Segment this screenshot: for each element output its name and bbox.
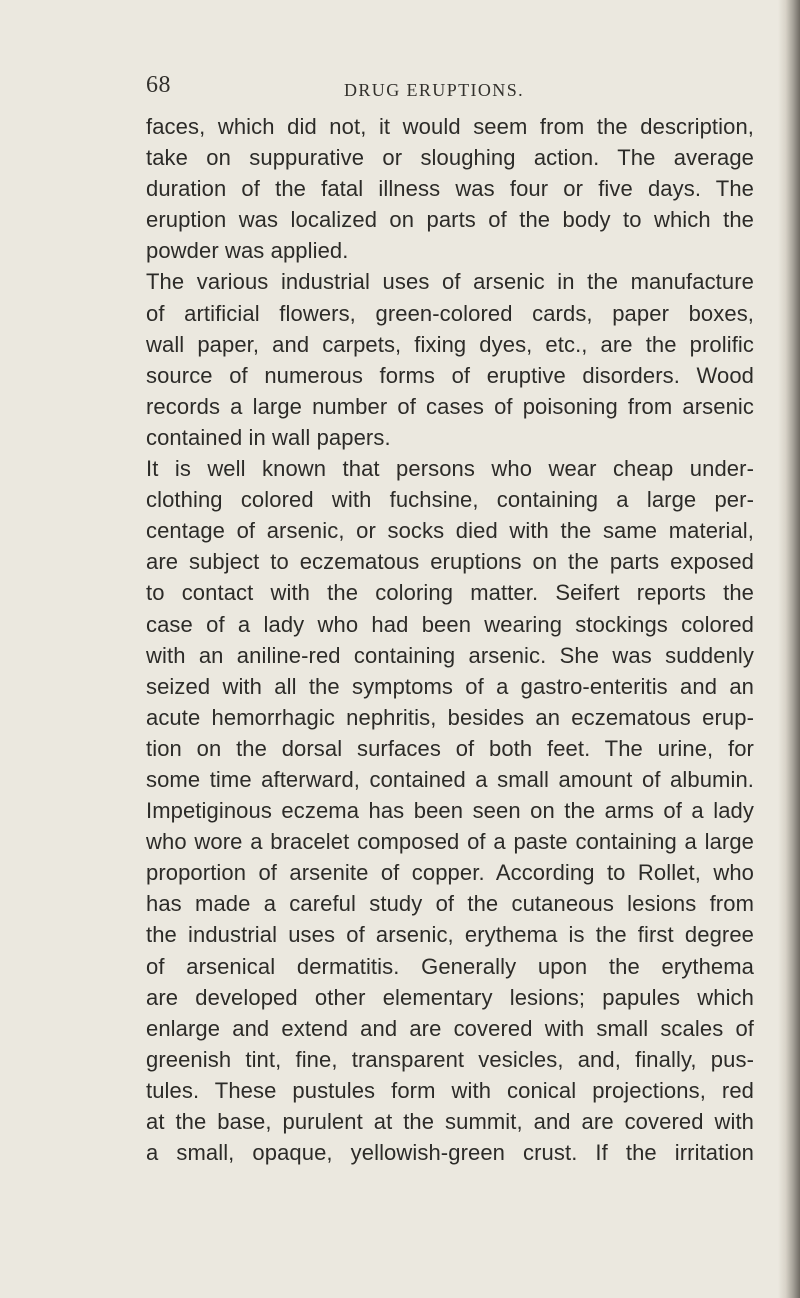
text-line: clothing colored with fuchsine, containing a large per-	[146, 487, 754, 513]
text-line: take on suppurative or sloughing action. The average	[146, 145, 754, 171]
text-line: are subject to eczematous eruptions on the parts exposed	[146, 549, 754, 575]
text-line: Impetiginous eczema has been seen on the arms of a lady	[146, 798, 754, 824]
text-line: enlarge and extend and are covered with small scales of	[146, 1015, 754, 1041]
text-line: source of numerous forms of eruptive disorders. Wood	[146, 362, 754, 388]
text-line: centage of arsenic, or socks died with the same material,	[146, 518, 754, 544]
text-line: who wore a bracelet composed of a paste containing a large	[146, 829, 754, 855]
body-text	[146, 111, 754, 1168]
text-line: wall paper, and carpets, fixing dyes, etc., are the prolific	[146, 331, 754, 357]
text-line: of arsenical dermatitis. Generally upon the erythema	[146, 953, 754, 979]
text-line: case of a lady who had been wearing stockings colored	[146, 611, 754, 637]
text-line: proportion of arsenite of copper. According to Rollet, who	[146, 860, 754, 886]
text-line: acute hemorrhagic nephritis, besides an eczematous erup-	[146, 704, 754, 730]
text-line: faces, which did not, it would seem from the description,	[146, 114, 754, 139]
text-line: The various industrial uses of arsenic in the manufacture	[146, 269, 754, 295]
text-line: of artificial flowers, green-colored cards, paper boxes,	[146, 300, 754, 326]
page-number: 68	[146, 72, 171, 98]
text-line: to contact with the coloring matter. Seifert reports the	[146, 580, 754, 606]
text-line: eruption was localized on parts of the body to which the	[146, 207, 754, 233]
text-line: at the base, purulent at the summit, and are covered with	[146, 1109, 754, 1134]
text-line: duration of the fatal illness was four or five days. The	[146, 176, 754, 202]
text-line: tion on the dorsal surfaces of both feet. The urine, for	[146, 735, 754, 761]
text-line: are developed other elementary lesions; papules which	[146, 984, 754, 1010]
text-line: contained in wall papers.	[146, 424, 391, 450]
text-line: a small, opaque, yellowish-green crust. If the irritation	[146, 1140, 754, 1166]
text-line: records a large number of cases of poisoning from arsenic	[146, 393, 754, 419]
page-header	[146, 72, 766, 112]
text-line: tules. These pustules form with conical projections, red	[146, 1077, 754, 1103]
text-line: seized with all the symptoms of a gastro-enteritis and an	[146, 673, 754, 699]
text-line: It is well known that persons who wear cheap under-	[146, 456, 754, 482]
page-edge-shadow	[778, 0, 800, 1298]
text-line: with an aniline-red containing arsenic. She was suddenly	[146, 642, 754, 668]
text-line: some time afterward, contained a small amount of albumin.	[146, 766, 754, 792]
text-line: the industrial uses of arsenic, erythema is the first degree	[146, 922, 754, 948]
text-line: powder was applied.	[146, 238, 349, 264]
text-line: has made a careful study of the cutaneous lesions from	[146, 891, 754, 917]
running-head: DRUG ERUPTIONS.	[344, 80, 525, 100]
text-line: greenish tint, fine, transparent vesicles, and, finally, pus-	[146, 1046, 754, 1072]
